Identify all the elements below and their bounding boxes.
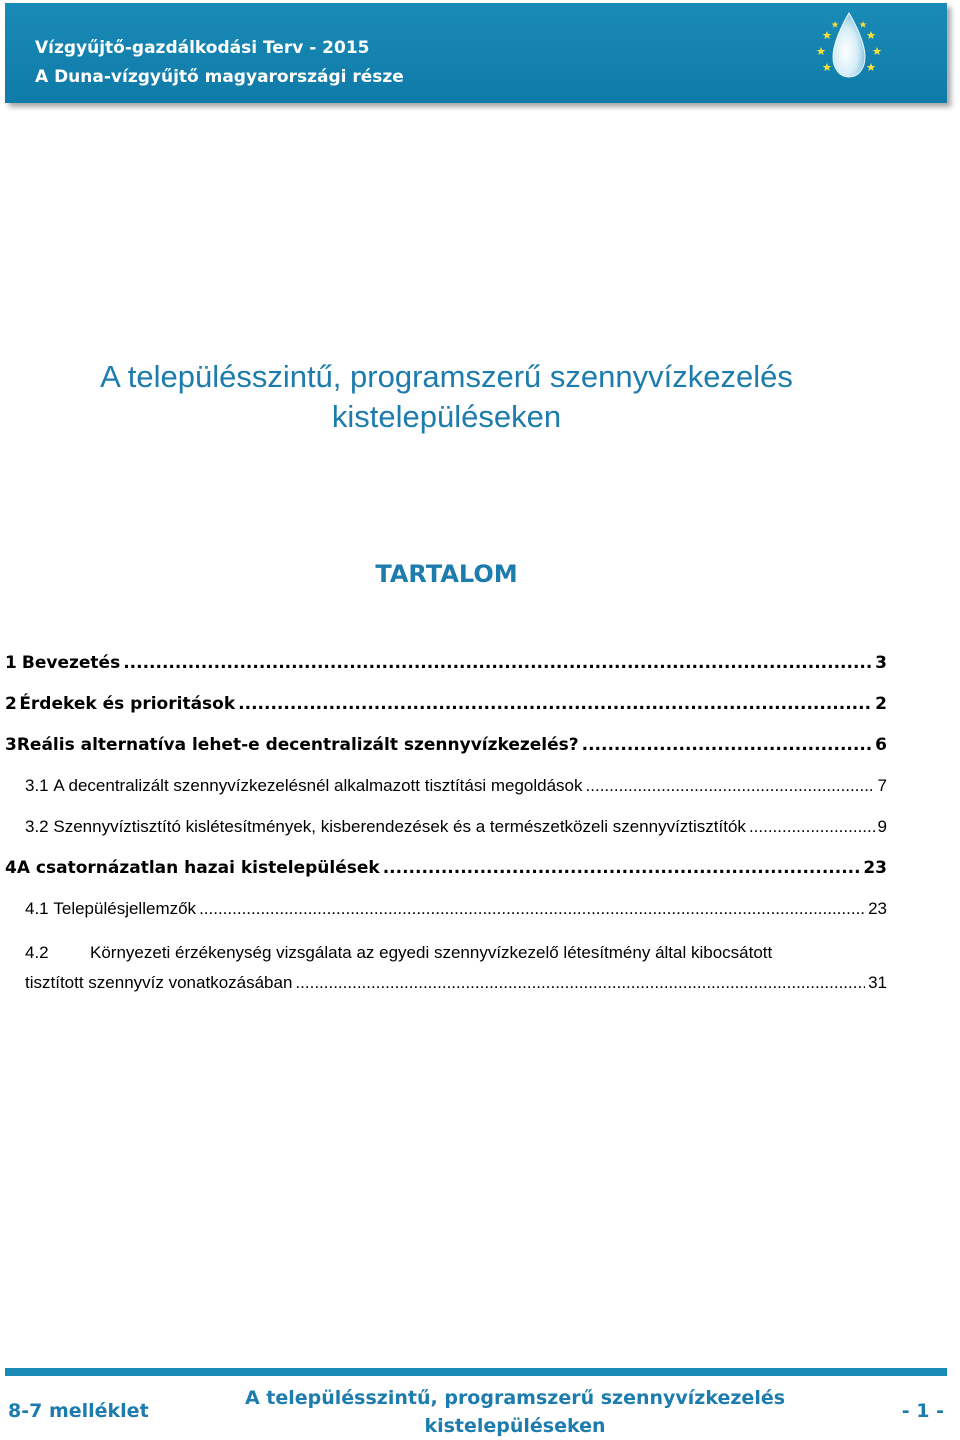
toc-dot-leader [199,899,865,919]
toc-dot-leader [586,776,875,796]
toc-entry-number: 2 [5,694,17,714]
toc-entry-page: 31 [868,973,887,992]
header-banner [5,3,947,103]
toc-entry-page: 7 [877,776,887,795]
toc-dot-leader [238,694,872,714]
footer-title-line1: A településszintű, programszerű szennyvízkezelés [244,1387,786,1409]
toc-entry-title: A decentralizált szennyvízkezelésnél alkalmazott tisztítási megoldások [53,776,583,795]
toc-entry-3-1[interactable] [25,776,887,796]
toc-entry-4[interactable] [5,858,887,878]
document-title-line1: A településszintű, programszerű szennyvízkezelés [100,359,793,394]
toc-entry-title: Érdekek és prioritások [19,694,236,714]
document-title [0,357,893,437]
toc-entry-number: 4.2 [25,943,49,962]
toc-entry-title: Településjellemzők [53,899,197,918]
document-title-line2: kistelepüléseken [331,399,562,434]
toc-entry-number: 3.1 [25,776,49,795]
footer-document-title [190,1384,840,1440]
toc-entry-3-2[interactable] [25,817,887,837]
toc-entry-4-1[interactable] [25,899,887,919]
toc-entry-title: A csatornázatlan hazai kistelepülések [16,858,380,878]
footer-divider [5,1368,947,1376]
toc-entry-number: 4 [5,858,17,878]
toc-entry-title-line2: tisztított szennyvíz vonatkozásában [25,973,293,992]
toc-entry-number: 4.1 [25,899,49,918]
page-number: - 1 - [901,1400,944,1422]
water-drop-eu-stars-logo-icon [813,9,885,87]
toc-entry-1[interactable] [5,653,887,673]
toc-entry-page: 9 [877,817,887,836]
toc-entry-title-line1: Környezeti érzékenység vizsgálata az egyedi szennyvízkezelő létesítmény által kibocsátott [90,943,773,962]
footer-title-line2: kistelepüléseken [424,1415,606,1437]
toc-entry-number: 3.2 [25,817,49,836]
toc-dot-leader [123,653,872,673]
header-subtitle: A Duna-vízgyűjtő magyarországi része [35,67,404,87]
toc-entry-page: 6 [875,735,887,755]
toc-entry-title: Reális alternatíva lehet-e decentralizált szennyvízkezelés? [16,735,579,755]
toc-dot-leader [295,968,865,998]
toc-dot-leader [582,735,873,755]
toc-entry-4-2[interactable] [25,938,887,998]
footer-annex-label: 8-7 melléklet [8,1400,149,1422]
toc-entry-number: 1 [5,653,17,673]
toc-entry-page: 2 [875,694,887,714]
toc-entry-title: Bevezetés [21,653,121,673]
toc-entry-3[interactable] [5,735,887,755]
toc-entry-number: 3 [5,735,17,755]
toc-entry-page: 3 [875,653,887,673]
toc-heading: TARTALOM [375,560,518,588]
header-title: Vízgyűjtő-gazdálkodási Terv - 2015 [35,38,370,58]
toc-dot-leader [749,817,875,837]
page-footer [0,1380,960,1440]
toc-entry-title: Szennyvíztisztító kislétesítmények, kisberendezések és a természetközeli szennyvíztisztítók [53,817,746,836]
toc-entry-page: 23 [863,858,887,878]
toc-dot-leader [383,858,861,878]
toc-entry-2[interactable] [5,694,887,714]
toc-entry-page: 23 [868,899,887,918]
